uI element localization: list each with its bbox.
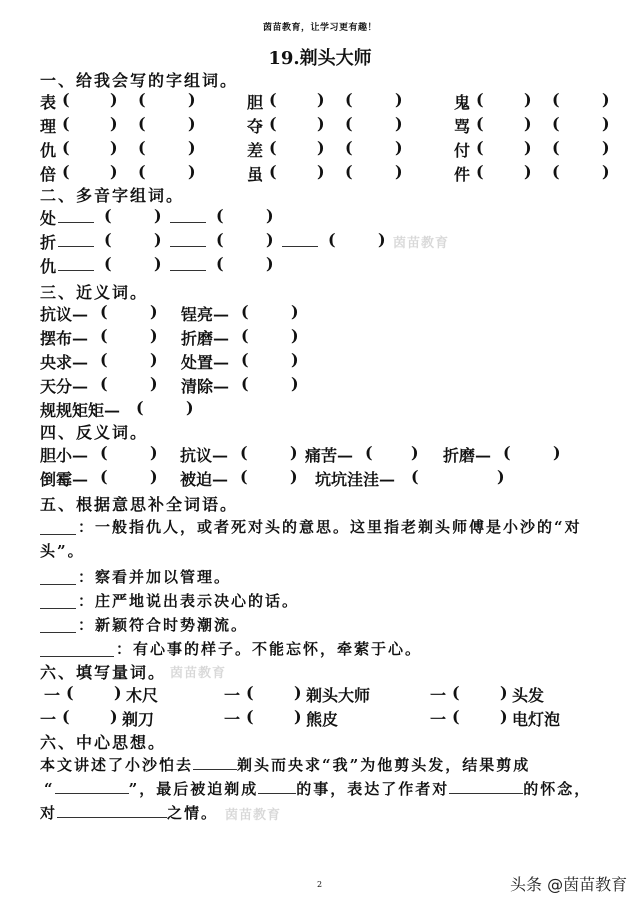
paren-open: ( [241, 326, 249, 345]
target-char: 骂 [454, 117, 471, 136]
paren-close: ) [186, 398, 194, 417]
paren-open: ( [138, 138, 146, 157]
paren-close: ) [114, 683, 122, 702]
paren-close: ) [317, 138, 325, 157]
paren-close: ) [497, 467, 505, 486]
paren-open: ( [552, 90, 560, 109]
answer-slot[interactable] [279, 114, 313, 132]
summary-text: 本文讲述了小沙怕去 [40, 756, 194, 774]
word-blank[interactable] [40, 570, 76, 585]
answer-slot[interactable] [250, 467, 286, 485]
pinyin-blank[interactable] [282, 232, 318, 247]
paren-close: ) [150, 443, 158, 462]
paren-open: ( [269, 162, 277, 181]
watermark: 茵苗教育 [170, 666, 227, 681]
answer-slot[interactable] [148, 138, 184, 156]
paren-close: ) [188, 114, 196, 133]
target-char: 鬼 [454, 93, 471, 112]
paren-close: ) [553, 443, 561, 462]
answer-slot[interactable] [72, 138, 106, 156]
answer-slot[interactable] [486, 138, 520, 156]
paren-close: ) [266, 254, 274, 273]
answer-slot[interactable] [562, 114, 598, 132]
paren-close: ) [411, 443, 419, 462]
noun: 头发 [512, 686, 545, 705]
paren-close: ) [110, 162, 118, 181]
answer-slot[interactable] [251, 374, 287, 392]
definition-text-cont: 头”。 [40, 542, 85, 560]
answer-slot[interactable] [251, 350, 287, 368]
antonym-word: 抗议— [180, 446, 229, 465]
target-char: 理 [40, 117, 57, 136]
paren-close: ) [154, 254, 162, 273]
paren-close: ) [110, 114, 118, 133]
summary-text: 的事，表达了作者对 [296, 780, 450, 798]
paren-close: ) [154, 230, 162, 249]
answer-slot[interactable] [146, 398, 182, 416]
paren-open: ( [246, 707, 254, 726]
paren-open: ( [411, 467, 419, 486]
paren-open: ( [104, 230, 112, 249]
answer-slot[interactable] [355, 114, 391, 132]
page-number: 2 [317, 880, 323, 889]
answer-slot[interactable] [251, 302, 287, 320]
answer-slot[interactable] [279, 138, 313, 156]
paren-open: ( [246, 683, 254, 702]
paren-close: ) [395, 138, 403, 157]
answer-slot[interactable] [562, 162, 598, 180]
answer-slot[interactable] [110, 443, 146, 461]
fill-blank[interactable] [193, 755, 237, 770]
section3-heading: 三、近义词。 [40, 283, 149, 302]
synonym-word: 摆布— [40, 329, 89, 348]
paren-close: ) [524, 114, 532, 133]
paren-open: ( [476, 138, 484, 157]
synonym-word: 央求— [40, 353, 89, 372]
paren-close: ) [150, 350, 158, 369]
paren-close: ) [294, 707, 302, 726]
fill-blank[interactable] [258, 779, 296, 794]
paren-open: ( [240, 443, 248, 462]
pinyin-blank[interactable] [58, 208, 94, 223]
paren-open: ( [62, 114, 70, 133]
answer-slot[interactable] [513, 443, 549, 461]
paren-open: ( [100, 374, 108, 393]
prefix-one: 一 [430, 710, 447, 729]
paren-close: ) [150, 302, 158, 321]
section7-heading: 六、中心思想。 [40, 733, 167, 752]
paren-close: ) [395, 114, 403, 133]
paren-open: ( [104, 254, 112, 273]
definition-text: ：察看并加以管理。 [78, 568, 232, 586]
paren-close: ) [266, 230, 274, 249]
prefix-one: 一 [224, 710, 241, 729]
answer-slot[interactable] [338, 230, 374, 248]
fill-blank[interactable] [449, 779, 523, 794]
answer-slot[interactable] [256, 683, 290, 701]
word-blank[interactable] [40, 618, 76, 633]
target-char: 虽 [247, 165, 264, 184]
paren-close: ) [294, 683, 302, 702]
paren-open: ( [216, 206, 224, 225]
summary-line-2 [44, 778, 591, 799]
target-char: 夺 [247, 117, 264, 136]
answer-slot[interactable] [72, 707, 106, 725]
answer-slot[interactable] [562, 138, 598, 156]
paren-open: ( [452, 683, 460, 702]
paren-open: ( [62, 138, 70, 157]
paren-close: ) [291, 326, 299, 345]
fill-blank[interactable] [55, 779, 129, 794]
section5-heading: 五、根据意思补全词语。 [40, 495, 239, 514]
answer-slot[interactable] [486, 162, 520, 180]
target-char: 表 [40, 93, 57, 112]
answer-slot[interactable] [562, 90, 598, 108]
answer-slot[interactable] [148, 162, 184, 180]
answer-slot[interactable] [355, 162, 391, 180]
paren-open: ( [100, 326, 108, 345]
paren-close: ) [602, 162, 610, 181]
answer-slot[interactable] [486, 114, 520, 132]
answer-slot[interactable] [110, 374, 146, 392]
target-char: 差 [247, 141, 264, 160]
paren-open: ( [552, 114, 560, 133]
antonym-word: 胆小— [40, 446, 89, 465]
paren-open: ( [365, 443, 373, 462]
summary-text: ”，最后被迫剃成 [128, 780, 259, 798]
definition-text: ：新颖符合时势潮流。 [78, 616, 249, 634]
answer-slot[interactable] [114, 206, 150, 224]
answer-slot[interactable] [355, 90, 391, 108]
paren-open: ( [100, 302, 108, 321]
answer-slot[interactable] [110, 467, 146, 485]
paren-open: ( [345, 162, 353, 181]
pinyin-blank[interactable] [170, 256, 206, 271]
watermark: 茵苗教育 [393, 236, 450, 251]
paren-close: ) [154, 206, 162, 225]
paren-open: ( [476, 162, 484, 181]
paren-open: ( [62, 162, 70, 181]
paren-close: ) [602, 90, 610, 109]
paren-close: ) [317, 114, 325, 133]
prefix-one: 一 [40, 710, 57, 729]
paren-open: ( [241, 374, 249, 393]
paren-open: ( [241, 350, 249, 369]
noun: 电灯泡 [512, 710, 561, 729]
paren-close: ) [150, 326, 158, 345]
word-blank[interactable] [40, 594, 76, 609]
paren-close: ) [150, 467, 158, 486]
paren-open: ( [328, 230, 336, 249]
answer-slot[interactable] [486, 90, 520, 108]
noun: 剃刀 [122, 710, 155, 729]
paren-close: ) [524, 162, 532, 181]
paren-close: ) [395, 90, 403, 109]
prefix-one: 一 [430, 686, 447, 705]
synonym-word: 锃亮— [181, 305, 230, 324]
paren-close: ) [188, 90, 196, 109]
pinyin-blank[interactable] [58, 256, 94, 271]
antonym-word: 折磨— [443, 446, 492, 465]
section1-heading: 一、给我会写的字组词。 [40, 71, 239, 90]
answer-slot[interactable] [110, 326, 146, 344]
paren-open: ( [100, 443, 108, 462]
paren-open: ( [476, 114, 484, 133]
noun: 熊皮 [306, 710, 339, 729]
paren-open: ( [62, 707, 70, 726]
paren-open: ( [452, 707, 460, 726]
paren-open: ( [269, 114, 277, 133]
paren-open: ( [138, 162, 146, 181]
section2-heading: 二、多音字组词。 [40, 186, 185, 205]
answer-slot[interactable] [256, 707, 290, 725]
answer-slot[interactable] [72, 162, 106, 180]
source-credit: 头条 @茵苗教育 [510, 875, 628, 894]
synonym-word: 清除— [181, 377, 230, 396]
answer-slot[interactable] [250, 443, 286, 461]
answer-slot[interactable] [421, 467, 493, 485]
paren-close: ) [317, 162, 325, 181]
paren-close: ) [395, 162, 403, 181]
antonym-word: 痛苦— [305, 446, 354, 465]
summary-line-3 [40, 802, 218, 823]
paren-open: ( [62, 90, 70, 109]
target-char: 倍 [40, 165, 57, 184]
definition-text: ：一般指仇人，或者死对头的意思。这里指老剃头师傅是小沙的“对 [78, 518, 582, 536]
paren-open: ( [138, 90, 146, 109]
pinyin-blank[interactable] [170, 208, 206, 223]
answer-slot[interactable] [226, 230, 262, 248]
paren-close: ) [290, 467, 298, 486]
answer-slot[interactable] [279, 90, 313, 108]
paren-open: ( [100, 350, 108, 369]
answer-slot[interactable] [114, 230, 150, 248]
summary-text: 对 [40, 804, 58, 822]
answer-slot[interactable] [148, 114, 184, 132]
summary-text: 的怀念， [523, 780, 592, 798]
paren-open: ( [269, 90, 277, 109]
paren-close: ) [110, 138, 118, 157]
paren-open: ( [552, 162, 560, 181]
synonym-word: 规规矩矩— [40, 401, 121, 420]
paren-open: ( [66, 683, 74, 702]
paren-close: ) [188, 138, 196, 157]
definition-text: ：有心事的样子。不能忘怀，牵萦于心。 [116, 640, 423, 658]
paren-close: ) [110, 707, 118, 726]
target-char: 处 [40, 209, 57, 228]
paren-close: ) [524, 90, 532, 109]
paren-close: ) [290, 443, 298, 462]
page-tagline: 茵苗教育，让学习更有趣！ [262, 23, 377, 33]
paren-close: ) [188, 162, 196, 181]
answer-slot[interactable] [110, 350, 146, 368]
page-title: 19.剃头大师 [268, 48, 372, 69]
summary-text: 之情。 [167, 804, 219, 822]
word-blank[interactable] [40, 642, 114, 657]
paren-open: ( [476, 90, 484, 109]
answer-slot[interactable] [114, 254, 150, 272]
answer-slot[interactable] [110, 302, 146, 320]
synonym-word: 抗议— [40, 305, 89, 324]
target-char: 胆 [247, 93, 264, 112]
paren-open: ( [104, 206, 112, 225]
paren-close: ) [150, 374, 158, 393]
prefix-one: 一 [224, 686, 241, 705]
summary-text: “ [44, 780, 55, 798]
paren-open: ( [240, 467, 248, 486]
paren-open: ( [345, 138, 353, 157]
antonym-word: 倒霉— [40, 470, 89, 489]
paren-open: ( [216, 254, 224, 273]
answer-slot[interactable] [251, 326, 287, 344]
fill-blank[interactable] [57, 803, 167, 818]
paren-open: ( [345, 90, 353, 109]
paren-close: ) [602, 114, 610, 133]
paren-open: ( [136, 398, 144, 417]
target-char: 件 [454, 165, 471, 184]
target-char: 折 [40, 233, 57, 252]
answer-slot[interactable] [226, 254, 262, 272]
paren-close: ) [266, 206, 274, 225]
paren-close: ) [524, 138, 532, 157]
word-blank[interactable] [40, 520, 76, 535]
antonym-word: 坑坑洼洼— [315, 470, 396, 489]
summary-text: 剃头而央求“我”为他剪头发，结果剪成 [237, 756, 531, 774]
answer-slot[interactable] [355, 138, 391, 156]
paren-open: ( [100, 467, 108, 486]
answer-slot[interactable] [72, 90, 106, 108]
section6-heading: 六、填写量词。 [40, 663, 167, 682]
paren-open: ( [216, 230, 224, 249]
paren-open: ( [138, 114, 146, 133]
synonym-word: 处置— [181, 353, 230, 372]
answer-slot[interactable] [148, 90, 184, 108]
paren-open: ( [241, 302, 249, 321]
section4-heading: 四、反义词。 [40, 423, 149, 442]
answer-slot[interactable] [462, 707, 496, 725]
paren-open: ( [552, 138, 560, 157]
summary-line-1 [40, 754, 530, 775]
answer-slot[interactable] [76, 683, 110, 701]
paren-close: ) [602, 138, 610, 157]
definition-text: ：庄严地说出表示决心的话。 [78, 592, 300, 610]
paren-close: ) [291, 302, 299, 321]
paren-close: ) [317, 90, 325, 109]
paren-close: ) [378, 230, 386, 249]
answer-slot[interactable] [462, 683, 496, 701]
synonym-word: 天分— [40, 377, 89, 396]
target-char: 仇 [40, 257, 57, 276]
paren-open: ( [269, 138, 277, 157]
answer-slot[interactable] [72, 114, 106, 132]
noun: 木尺 [126, 686, 159, 705]
pinyin-blank[interactable] [170, 232, 206, 247]
paren-close: ) [291, 374, 299, 393]
answer-slot[interactable] [375, 443, 407, 461]
answer-slot[interactable] [226, 206, 262, 224]
synonym-word: 折磨— [181, 329, 230, 348]
paren-open: ( [345, 114, 353, 133]
watermark: 茵苗教育 [225, 808, 282, 823]
paren-open: ( [503, 443, 511, 462]
paren-close: ) [500, 683, 508, 702]
target-char: 付 [454, 141, 471, 160]
paren-close: ) [500, 707, 508, 726]
paren-close: ) [291, 350, 299, 369]
target-char: 仇 [40, 141, 57, 160]
answer-slot[interactable] [279, 162, 313, 180]
noun: 剃头大师 [306, 686, 371, 705]
antonym-word: 被迫— [180, 470, 229, 489]
paren-close: ) [110, 90, 118, 109]
pinyin-blank[interactable] [58, 232, 94, 247]
prefix-one: 一 [44, 686, 61, 705]
